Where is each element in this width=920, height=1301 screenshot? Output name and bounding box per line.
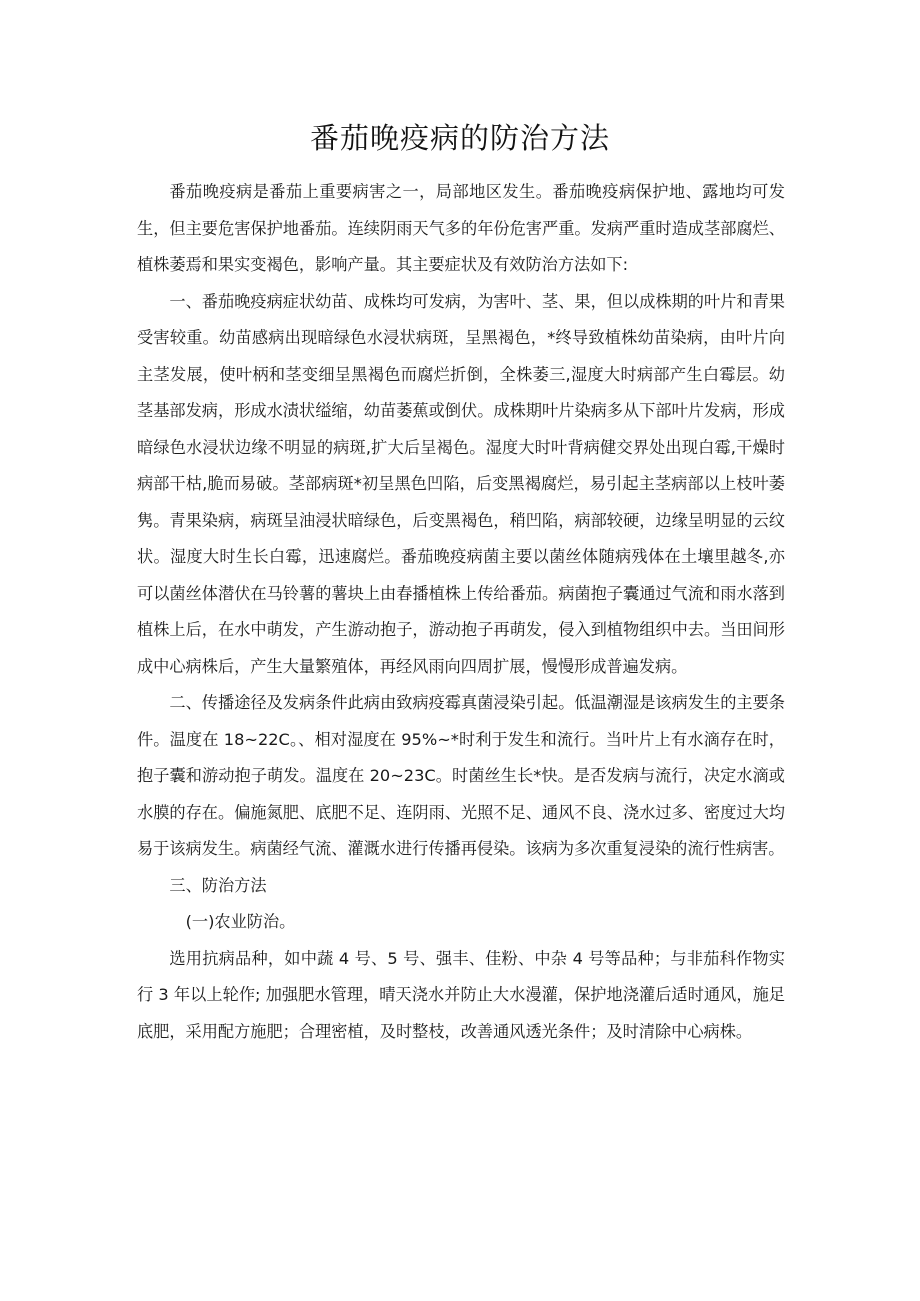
section-heading-prevention: 三、防治方法	[169, 875, 267, 895]
symptoms-paragraph: 一、番茄晚疫病症状幼苗、成株均可发病，为害叶、茎、果，但以成株期的叶片和青果受害较重。幼苗感病出现暗绿色水浸状病斑，呈黑褐色，*终导致植株幼苗染病，由叶片向主茎发展，使叶柄和茎变细呈黑褐色而腐烂折倒，全株萎三,湿度大时病部产生白霉层。幼茎基部发病，形成水渍状缢缩，幼苗萎蕉或倒伏。成株期叶片染病多从下部叶片发病，形成暗绿色水浸状边缘不明显的病斑,扩大后呈褐色。湿度大时叶背病健交界处出现白霉,干燥时病部干枯,脆而易破。茎部病斑*初呈黑色凹陷，后变黑褐腐烂，易引起主茎病部以上枝叶萎隽。青果染病，病斑呈油浸状暗绿色，后变黑褐色，稍凹陷，病部较硬，边缘呈明显的云纹状。湿度大时生长白霉，迅速腐烂。番茄晚疫病菌主要以菌丝体随病残体在土壤里越冬,亦可以菌丝体潜伏在马铃薯的薯块上由春播植株上传给番茄。病菌抱子囊通过气流和雨水落到植株上后，在水中萌发，产生游动抱子，游动抱子再萌发，侵入到植物组织中去。当田间形成中心病株后，产生大量繁殖体，再经风雨向四周扩展，慢慢形成普遍发病。	[137, 291, 785, 676]
subsection-heading-agricultural: (一)农业防治。	[185, 912, 296, 931]
intro-paragraph: 番茄晚疫病是番茄上重要病害之一，局部地区发生。番茄晚疫病保护地、露地均可发生，但主要危害保护地番茄。连续阴雨天气多的年份危害严重。发病严重时造成茎部腐烂、植株萎焉和果实变褐色，影响产量。其主要症状及有效防治方法如下:	[137, 182, 785, 274]
document-body	[137, 174, 785, 1050]
agricultural-control-paragraph: 选用抗病品种，如中蔬 4 号、5 号、强丰、佳粉、中杂 4 号等品种；与非茄科作物实行 3 年以上轮作; 加强肥水管理，晴天浇水并防止大水漫灌，保护地浇灌后适时通风，施足底肥，采用配方施肥；合理密植，及时整枝，改善通风透光条件；及时清除中心病株。	[137, 948, 785, 1041]
document-title: 番茄晚疫病的防治方法	[309, 121, 610, 155]
transmission-paragraph: 二、传播途径及发病条件此病由致病疫霉真菌浸染引起。低温潮湿是该病发生的主要条件。温度在 18~22C。、相对湿度在 95%~*时利于发生和流行。当叶片上有水滴存在时，抱子囊和游动抱子萌发。温度在 20~23C。时菌丝生长*快。是否发病与流行，决定水滴或水膜的存在。偏施氮肥、底肥不足、连阴雨、光照不足、通风不良、浇水过多、密度过大均易于该病发生。病菌经气流、灌溉水进行传播再侵染。该病为多次重复浸染的流行性病害。	[137, 693, 785, 858]
